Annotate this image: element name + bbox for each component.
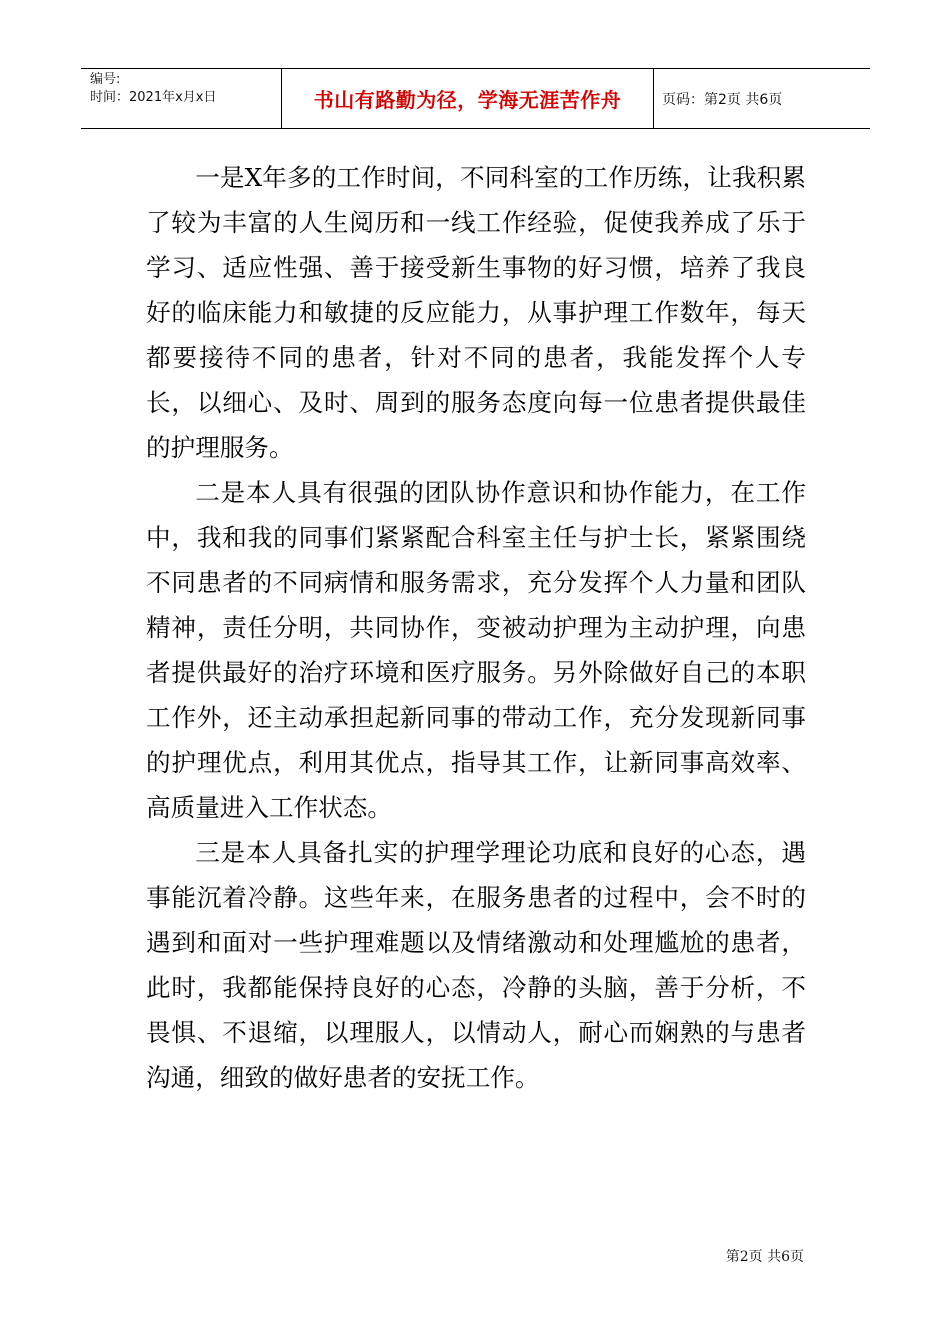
paragraph-2: 二是本人具有很强的团队协作意识和协作能力，在工作中，我和我的同事们紧紧配合科室主任与护士长，紧紧围绕不同患者的不同病情和服务需求，充分发挥个人力量和团队精神，责任分明，共同协作，变被动护理为主动护理，向患者提供最好的治疗环境和医疗服务。另外除做好自己的本职工作外，还主动承担起新同事的带动工作，充分发现新同事的护理优点，利用其优点，指导其工作，让新同事高效率、高质量进入工作状态。 (146, 478, 806, 822)
page-header (81, 68, 870, 129)
header-page-code: 页码：第2页 共6页 (662, 91, 783, 108)
page-footer: 第2页 共6页 (725, 1249, 804, 1265)
header-motto: 书山有路勤为径，学海无涯苦作舟 (282, 69, 654, 128)
header-meta (81, 69, 282, 128)
paragraph-3: 三是本人具备扎实的护理学理论功底和良好的心态，遇事能沉着冷静。这些年来，在服务患者的过程中，会不时的遇到和面对一些护理难题以及情绪激动和处理尴尬的患者，此时，我都能保持良好的心态，冷静的头脑，善于分析，不畏惧、不退缩，以理服人，以情动人，耐心而娴熟的与患者沟通，细致的做好患者的安抚工作。 (146, 838, 806, 1092)
document-time: 时间：2021年x月x日 (90, 90, 217, 105)
document-number-label: 编号: (90, 72, 121, 87)
document-body (146, 155, 806, 1100)
paragraph-1: 一是X年多的工作时间，不同科室的工作历练，让我积累了较为丰富的人生阅历和一线工作经验，促使我养成了乐于学习、适应性强、善于接受新生事物的好习惯，培养了我良好的临床能力和敏捷的反应能力，从事护理工作数年，每天都要接待不同的患者，针对不同的患者，我能发挥个人专长，以细心、及时、周到的服务态度向每一位患者提供最佳的护理服务。 (146, 163, 806, 462)
